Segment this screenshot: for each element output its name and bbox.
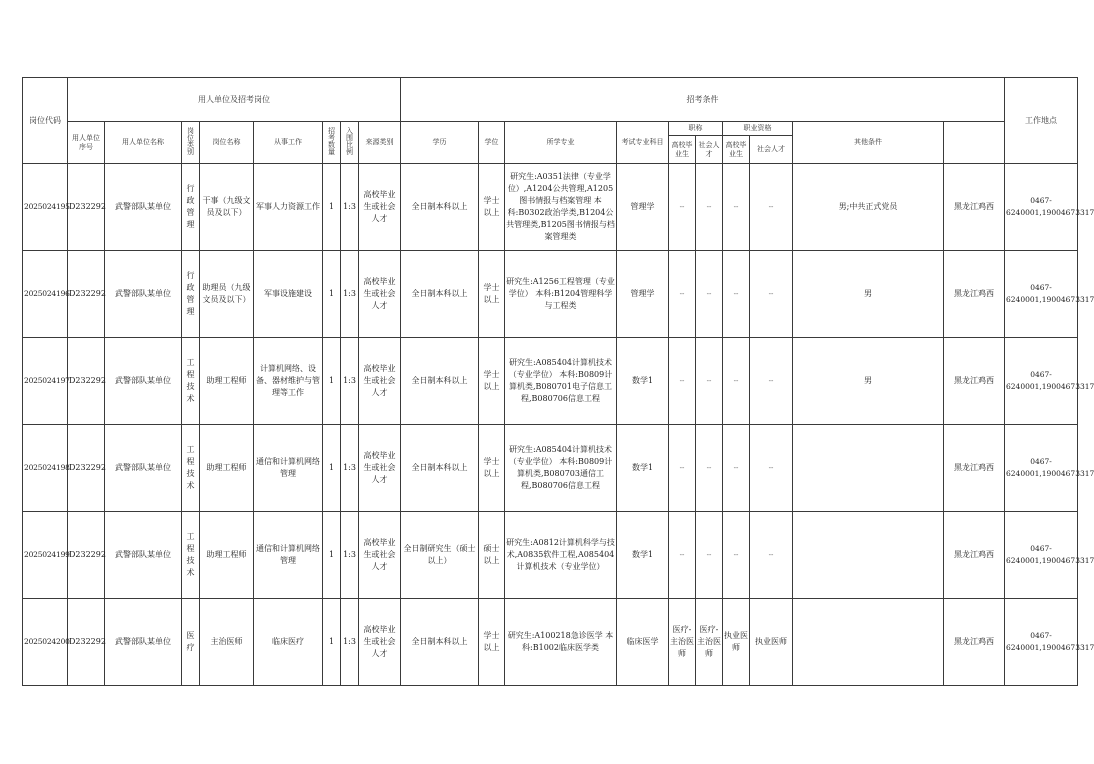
cell-seq: D232292: [68, 599, 105, 686]
cell-major: 研究生:A0351法律（专业学位）,A1204公共管理,A1205图书情报与档案管理 本科:B0302政治学类,B1204公共管理类,B1205图书情报与档案管理类: [505, 164, 617, 251]
cell-position-name: 主治医师: [200, 599, 254, 686]
cell-code: 2025024195: [23, 164, 68, 251]
cell-position-name: 助理员（九级文员及以下）: [200, 251, 254, 338]
cell-unit: 武警部队某单位: [105, 164, 182, 251]
cell-source: 高校毕业生或社会人才: [359, 425, 401, 512]
cell-seq: D232292: [68, 338, 105, 425]
cell-place: 黑龙江鸡西: [944, 425, 1005, 512]
table-row: [23, 425, 1078, 512]
recruitment-table-sheet: [22, 77, 1094, 686]
cell-qual-graduate: --: [723, 338, 750, 425]
cell-ratio: 1:3: [341, 425, 359, 512]
cell-title-graduate: 医疗-主治医师: [669, 599, 696, 686]
header-count: 招考数量: [323, 122, 341, 164]
cell-title-social: --: [696, 338, 723, 425]
cell-count: 1: [323, 164, 341, 251]
cell-phone: 0467-6240001,19004673317: [1005, 164, 1078, 251]
cell-place: 黑龙江鸡西: [944, 164, 1005, 251]
header-major: 所学专业: [505, 122, 617, 164]
header-education: 学历: [401, 122, 479, 164]
cell-source: 高校毕业生或社会人才: [359, 599, 401, 686]
cell-title-graduate: --: [669, 164, 696, 251]
cell-ratio: 1:3: [341, 512, 359, 599]
cell-other: [793, 425, 944, 512]
cell-work: 通信和计算机网络管理: [254, 512, 323, 599]
cell-count: 1: [323, 338, 341, 425]
cell-place: 黑龙江鸡西: [944, 338, 1005, 425]
table-row: [23, 512, 1078, 599]
header-exam-subject: 考试专业科目: [617, 122, 669, 164]
cell-exam: 管理学: [617, 164, 669, 251]
cell-seq: D232292: [68, 164, 105, 251]
table-row: [23, 251, 1078, 338]
cell-education: 全日制本科以上: [401, 425, 479, 512]
cell-source: 高校毕业生或社会人才: [359, 512, 401, 599]
cell-education: 全日制本科以上: [401, 338, 479, 425]
cell-code: 2025024196: [23, 251, 68, 338]
cell-education: 全日制本科以上: [401, 251, 479, 338]
cell-seq: D232292: [68, 251, 105, 338]
cell-education: 全日制本科以上: [401, 164, 479, 251]
cell-phone: 0467-6240001,19004673317: [1005, 599, 1078, 686]
table-row: [23, 599, 1078, 686]
cell-count: 1: [323, 251, 341, 338]
header-title-social: 社会人才: [696, 136, 723, 164]
header-work: 从事工作: [254, 122, 323, 164]
header-title-graduate: 高校毕业生: [669, 136, 696, 164]
cell-qual-graduate: --: [723, 512, 750, 599]
table-row: [23, 338, 1078, 425]
cell-unit: 武警部队某单位: [105, 599, 182, 686]
cell-title-social: --: [696, 164, 723, 251]
cell-qual-social: --: [750, 251, 793, 338]
header-qual-graduate: 高校毕业生: [723, 136, 750, 164]
cell-title-graduate: --: [669, 512, 696, 599]
cell-title-social: --: [696, 512, 723, 599]
cell-code: 2025024198: [23, 425, 68, 512]
cell-category: 工程技术: [182, 425, 200, 512]
cell-phone: 0467-6240001,19004673317: [1005, 425, 1078, 512]
cell-category: 医疗: [182, 599, 200, 686]
cell-title-graduate: --: [669, 338, 696, 425]
cell-work: 通信和计算机网络管理: [254, 425, 323, 512]
cell-count: 1: [323, 599, 341, 686]
cell-position-name: 助理工程师: [200, 512, 254, 599]
cell-exam: 数学1: [617, 338, 669, 425]
cell-work: 军事人力资源工作: [254, 164, 323, 251]
cell-ratio: 1:3: [341, 338, 359, 425]
cell-major: 研究生:A085404计算机技术（专业学位） 本科:B0809计算机类,B080703通信工程,B080706信息工程: [505, 425, 617, 512]
header-unit-seq: 用人单位序号: [68, 122, 105, 164]
cell-category: 行政管理: [182, 251, 200, 338]
header-position-category: 岗位类别: [182, 122, 200, 164]
cell-category: 工程技术: [182, 338, 200, 425]
cell-unit: 武警部队某单位: [105, 338, 182, 425]
cell-position-name: 助理工程师: [200, 425, 254, 512]
cell-title-social: 医疗-主治医师: [696, 599, 723, 686]
header-source: 来源类别: [359, 122, 401, 164]
cell-work: 军事设施建设: [254, 251, 323, 338]
cell-code: 2025024199: [23, 512, 68, 599]
cell-title-graduate: --: [669, 251, 696, 338]
cell-unit: 武警部队某单位: [105, 425, 182, 512]
cell-qual-graduate: --: [723, 164, 750, 251]
cell-degree: 学士以上: [479, 164, 505, 251]
header-work-place: 工作地点: [1005, 78, 1078, 164]
cell-other: 男;中共正式党员: [793, 164, 944, 251]
table-body: [23, 164, 1094, 686]
cell-major: 研究生:A0812计算机科学与技术,A0835软件工程,A085404计算机技术（专业学位）: [505, 512, 617, 599]
cell-source: 高校毕业生或社会人才: [359, 338, 401, 425]
cell-category: 行政管理: [182, 164, 200, 251]
cell-source: 高校毕业生或社会人才: [359, 251, 401, 338]
header-group-conditions: 招考条件: [401, 78, 1005, 122]
cell-count: 1: [323, 425, 341, 512]
cell-exam: 临床医学: [617, 599, 669, 686]
cell-work: 临床医疗: [254, 599, 323, 686]
header-position-name: 岗位名称: [200, 122, 254, 164]
header-group-unit: 用人单位及招考岗位: [68, 78, 401, 122]
cell-ratio: 1:3: [341, 599, 359, 686]
cell-phone: 0467-6240001,19004673317: [1005, 338, 1078, 425]
cell-degree: 学士以上: [479, 251, 505, 338]
cell-degree: 学士以上: [479, 338, 505, 425]
cell-code: 2025024200: [23, 599, 68, 686]
cell-place: 黑龙江鸡西: [944, 251, 1005, 338]
cell-title-social: --: [696, 251, 723, 338]
cell-unit: 武警部队某单位: [105, 512, 182, 599]
cell-phone: 0467-6240001,19004673317: [1005, 251, 1078, 338]
recruitment-table: [22, 77, 1094, 686]
cell-qual-social: --: [750, 425, 793, 512]
header-qual-social: 社会人才: [750, 136, 793, 164]
cell-qual-social: 执业医师: [750, 599, 793, 686]
cell-major: 研究生:A100218急诊医学 本科:B1002临床医学类: [505, 599, 617, 686]
cell-qual-graduate: --: [723, 251, 750, 338]
header-position-code: 岗位代码: [23, 78, 68, 164]
cell-other: [793, 599, 944, 686]
cell-other: 男: [793, 338, 944, 425]
cell-exam: 管理学: [617, 251, 669, 338]
cell-title-graduate: --: [669, 425, 696, 512]
cell-qual-social: --: [750, 338, 793, 425]
cell-seq: D232292: [68, 512, 105, 599]
cell-position-name: 干事（九级文员及以下）: [200, 164, 254, 251]
cell-degree: 学士以上: [479, 425, 505, 512]
cell-exam: 数学1: [617, 512, 669, 599]
table-row: [23, 164, 1078, 251]
cell-place: 黑龙江鸡西: [944, 599, 1005, 686]
cell-position-name: 助理工程师: [200, 338, 254, 425]
cell-major: 研究生:A1256工程管理（专业学位） 本科:B1204管理科学与工程类: [505, 251, 617, 338]
header-unit-name: 用人单位名称: [105, 122, 182, 164]
cell-phone: 0467-6240001,19004673317: [1005, 512, 1078, 599]
cell-qual-social: --: [750, 512, 793, 599]
cell-exam: 数学1: [617, 425, 669, 512]
header-other: 其他条件: [793, 122, 944, 164]
header-degree: 学位: [479, 122, 505, 164]
cell-place: 黑龙江鸡西: [944, 512, 1005, 599]
cell-qual-graduate: --: [723, 425, 750, 512]
cell-qual-social: --: [750, 164, 793, 251]
cell-source: 高校毕业生或社会人才: [359, 164, 401, 251]
cell-education: 全日制研究生（硕士以上）: [401, 512, 479, 599]
header-ratio: 入围比例: [341, 122, 359, 164]
header-qual-group: 职业资格: [723, 122, 793, 136]
cell-education: 全日制本科以上: [401, 599, 479, 686]
cell-seq: D232292: [68, 425, 105, 512]
cell-degree: 学士以上: [479, 599, 505, 686]
cell-other: [793, 512, 944, 599]
cell-unit: 武警部队某单位: [105, 251, 182, 338]
cell-work: 计算机网络、设备、器材维护与管理等工作: [254, 338, 323, 425]
cell-count: 1: [323, 512, 341, 599]
cell-other: 男: [793, 251, 944, 338]
cell-ratio: 1:3: [341, 164, 359, 251]
cell-code: 2025024197: [23, 338, 68, 425]
cell-degree: 硕士以上: [479, 512, 505, 599]
header-title-group: 职称: [669, 122, 723, 136]
cell-qual-graduate: 执业医师: [723, 599, 750, 686]
cell-category: 工程技术: [182, 512, 200, 599]
cell-title-social: --: [696, 425, 723, 512]
cell-ratio: 1:3: [341, 251, 359, 338]
cell-major: 研究生:A085404计算机技术（专业学位） 本科:B0809计算机类,B080701电子信息工程,B080706信息工程: [505, 338, 617, 425]
table-header: [23, 78, 1078, 164]
